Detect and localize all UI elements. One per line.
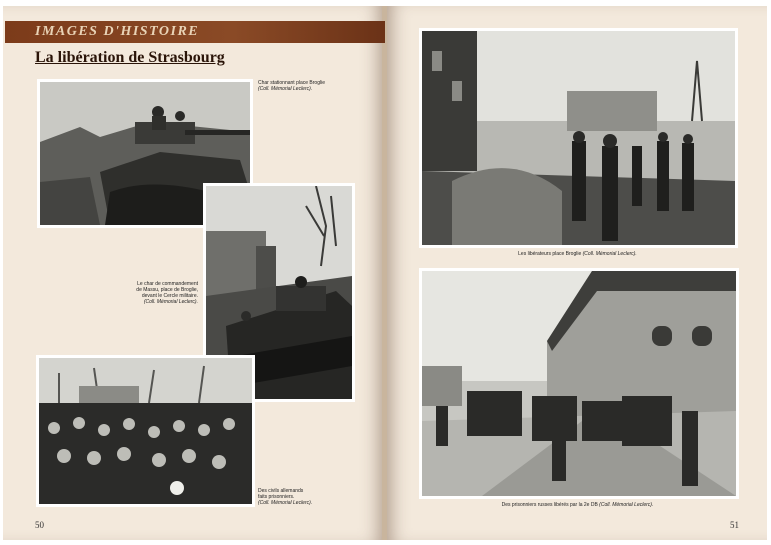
caption-liberators-place-broglie: Les libérateurs place Broglie (Coll. Mémorial Leclerc). xyxy=(518,251,637,257)
photo-liberators-place-broglie xyxy=(419,28,738,248)
article-title: La libération de Strasbourg xyxy=(35,49,225,66)
caption-german-civilians: Des civils allemands faits prisonniers. (Coll. Mémorial Leclerc). xyxy=(258,488,313,506)
section-title: IMAGES D'HISTOIRE xyxy=(35,24,200,39)
page-number-left: 50 xyxy=(35,520,44,530)
section-banner xyxy=(5,21,385,43)
photo-russian-prisoners xyxy=(419,268,739,499)
caption-tank-place-broglie: Char stationnant place Broglie (Coll. Mémorial Leclerc). xyxy=(258,80,325,92)
photo-german-civilians xyxy=(36,355,255,507)
page-number-right: 51 xyxy=(730,520,739,530)
caption-massu-command-tank: Le char de commandement de Massu, place de Broglie, devant le Cercle militaire. (Coll. Mémorial Leclerc). xyxy=(136,281,198,305)
caption-russian-prisoners: Des prisonniers russes libérés par la 2e DB (Coll. Mémorial Leclerc). xyxy=(501,502,654,508)
